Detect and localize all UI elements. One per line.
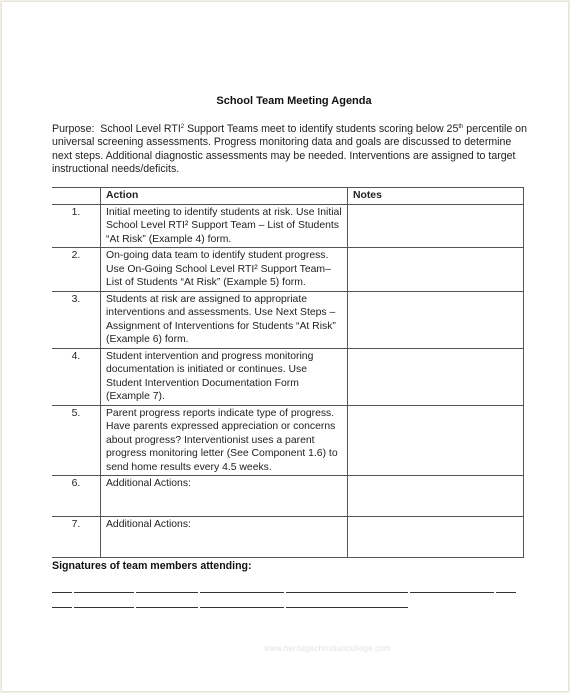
signature-blank[interactable] — [200, 582, 284, 593]
signature-blank[interactable] — [74, 597, 134, 608]
header-number — [52, 188, 101, 205]
purpose-paragraph — [52, 121, 527, 177]
row-notes — [348, 248, 524, 292]
signature-blank[interactable] — [52, 597, 72, 608]
row-number: 2. — [52, 248, 101, 292]
agenda-table — [52, 187, 524, 558]
row-notes — [348, 291, 524, 348]
table-row — [52, 291, 524, 348]
signature-blank[interactable] — [74, 582, 134, 593]
row-number: 3. — [52, 291, 101, 348]
row-notes — [348, 204, 524, 248]
header-notes: Notes — [348, 188, 524, 205]
signature-lines — [52, 578, 522, 608]
signature-blank[interactable] — [52, 582, 72, 593]
purpose-label: Purpose: — [52, 123, 95, 135]
document-page — [2, 2, 568, 691]
row-action: Parent progress reports indicate type of progress. Have parents expressed appreciation or concerns about progress? Interventionist uses a parent progress monitoring letter (See Component 1.6) to send home results every 4.5 weeks. — [101, 405, 348, 476]
row-action: Student intervention and progress monitoring documentation is initiated or continues. Use Student Intervention Documentation Form (Example 7). — [101, 348, 348, 405]
table-row — [52, 405, 524, 476]
table-row — [52, 517, 524, 558]
header-action: Action — [101, 188, 348, 205]
table-row — [52, 248, 524, 292]
page-title: School Team Meeting Agenda — [216, 95, 372, 107]
row-number: 1. — [52, 204, 101, 248]
signature-blank[interactable] — [136, 582, 198, 593]
signature-blank[interactable] — [136, 597, 198, 608]
signature-line-row — [52, 578, 522, 593]
row-number: 5. — [52, 405, 101, 476]
row-notes — [348, 405, 524, 476]
row-action: Additional Actions: — [101, 476, 348, 517]
signatures-label: Signatures of team members attending: — [52, 560, 252, 572]
signature-blank[interactable] — [286, 597, 408, 608]
signature-blank[interactable] — [200, 597, 284, 608]
watermark: www.heritagechristiancollege.com — [264, 644, 391, 653]
purpose-text-c: percentile on universal screening assessments. Progress monitoring data and goals are discussed to determine next steps. Additional diagnostic assessments may be needed. Interventions are assigned to target instructional needs/deficits. — [52, 123, 527, 176]
table-row — [52, 348, 524, 405]
purpose-text-b: Support Teams meet to identify students scoring below 25 — [184, 123, 459, 135]
row-number: 7. — [52, 517, 101, 558]
signature-blank[interactable] — [286, 582, 408, 593]
purpose-text-a: School Level RTI — [100, 123, 181, 135]
row-action: Students at risk are assigned to appropriate interventions and assessments. Use Next Steps – Assignment of Interventions for Students “At Risk” (Example 6) form. — [101, 291, 348, 348]
row-action: Initial meeting to identify students at risk. Use Initial School Level RTI² Support Team – List of Students “At Risk” (Example 4) form. — [101, 204, 348, 248]
row-action: On-going data team to identify student progress. Use On-Going School Level RTI² Support Team– List of Students “At Risk” (Example 5) form. — [101, 248, 348, 292]
row-notes — [348, 348, 524, 405]
purpose-sup-2: th — [458, 124, 464, 130]
signature-line-row — [52, 593, 522, 608]
row-notes — [348, 517, 524, 558]
table-row — [52, 204, 524, 248]
row-number: 4. — [52, 348, 101, 405]
table-row — [52, 476, 524, 517]
row-action: Additional Actions: — [101, 517, 348, 558]
row-number: 6. — [52, 476, 101, 517]
purpose-sup-1: 2 — [180, 124, 185, 130]
signature-blank[interactable] — [496, 582, 516, 593]
signature-blank[interactable] — [410, 582, 494, 593]
row-notes — [348, 476, 524, 517]
table-header-row — [52, 188, 524, 205]
